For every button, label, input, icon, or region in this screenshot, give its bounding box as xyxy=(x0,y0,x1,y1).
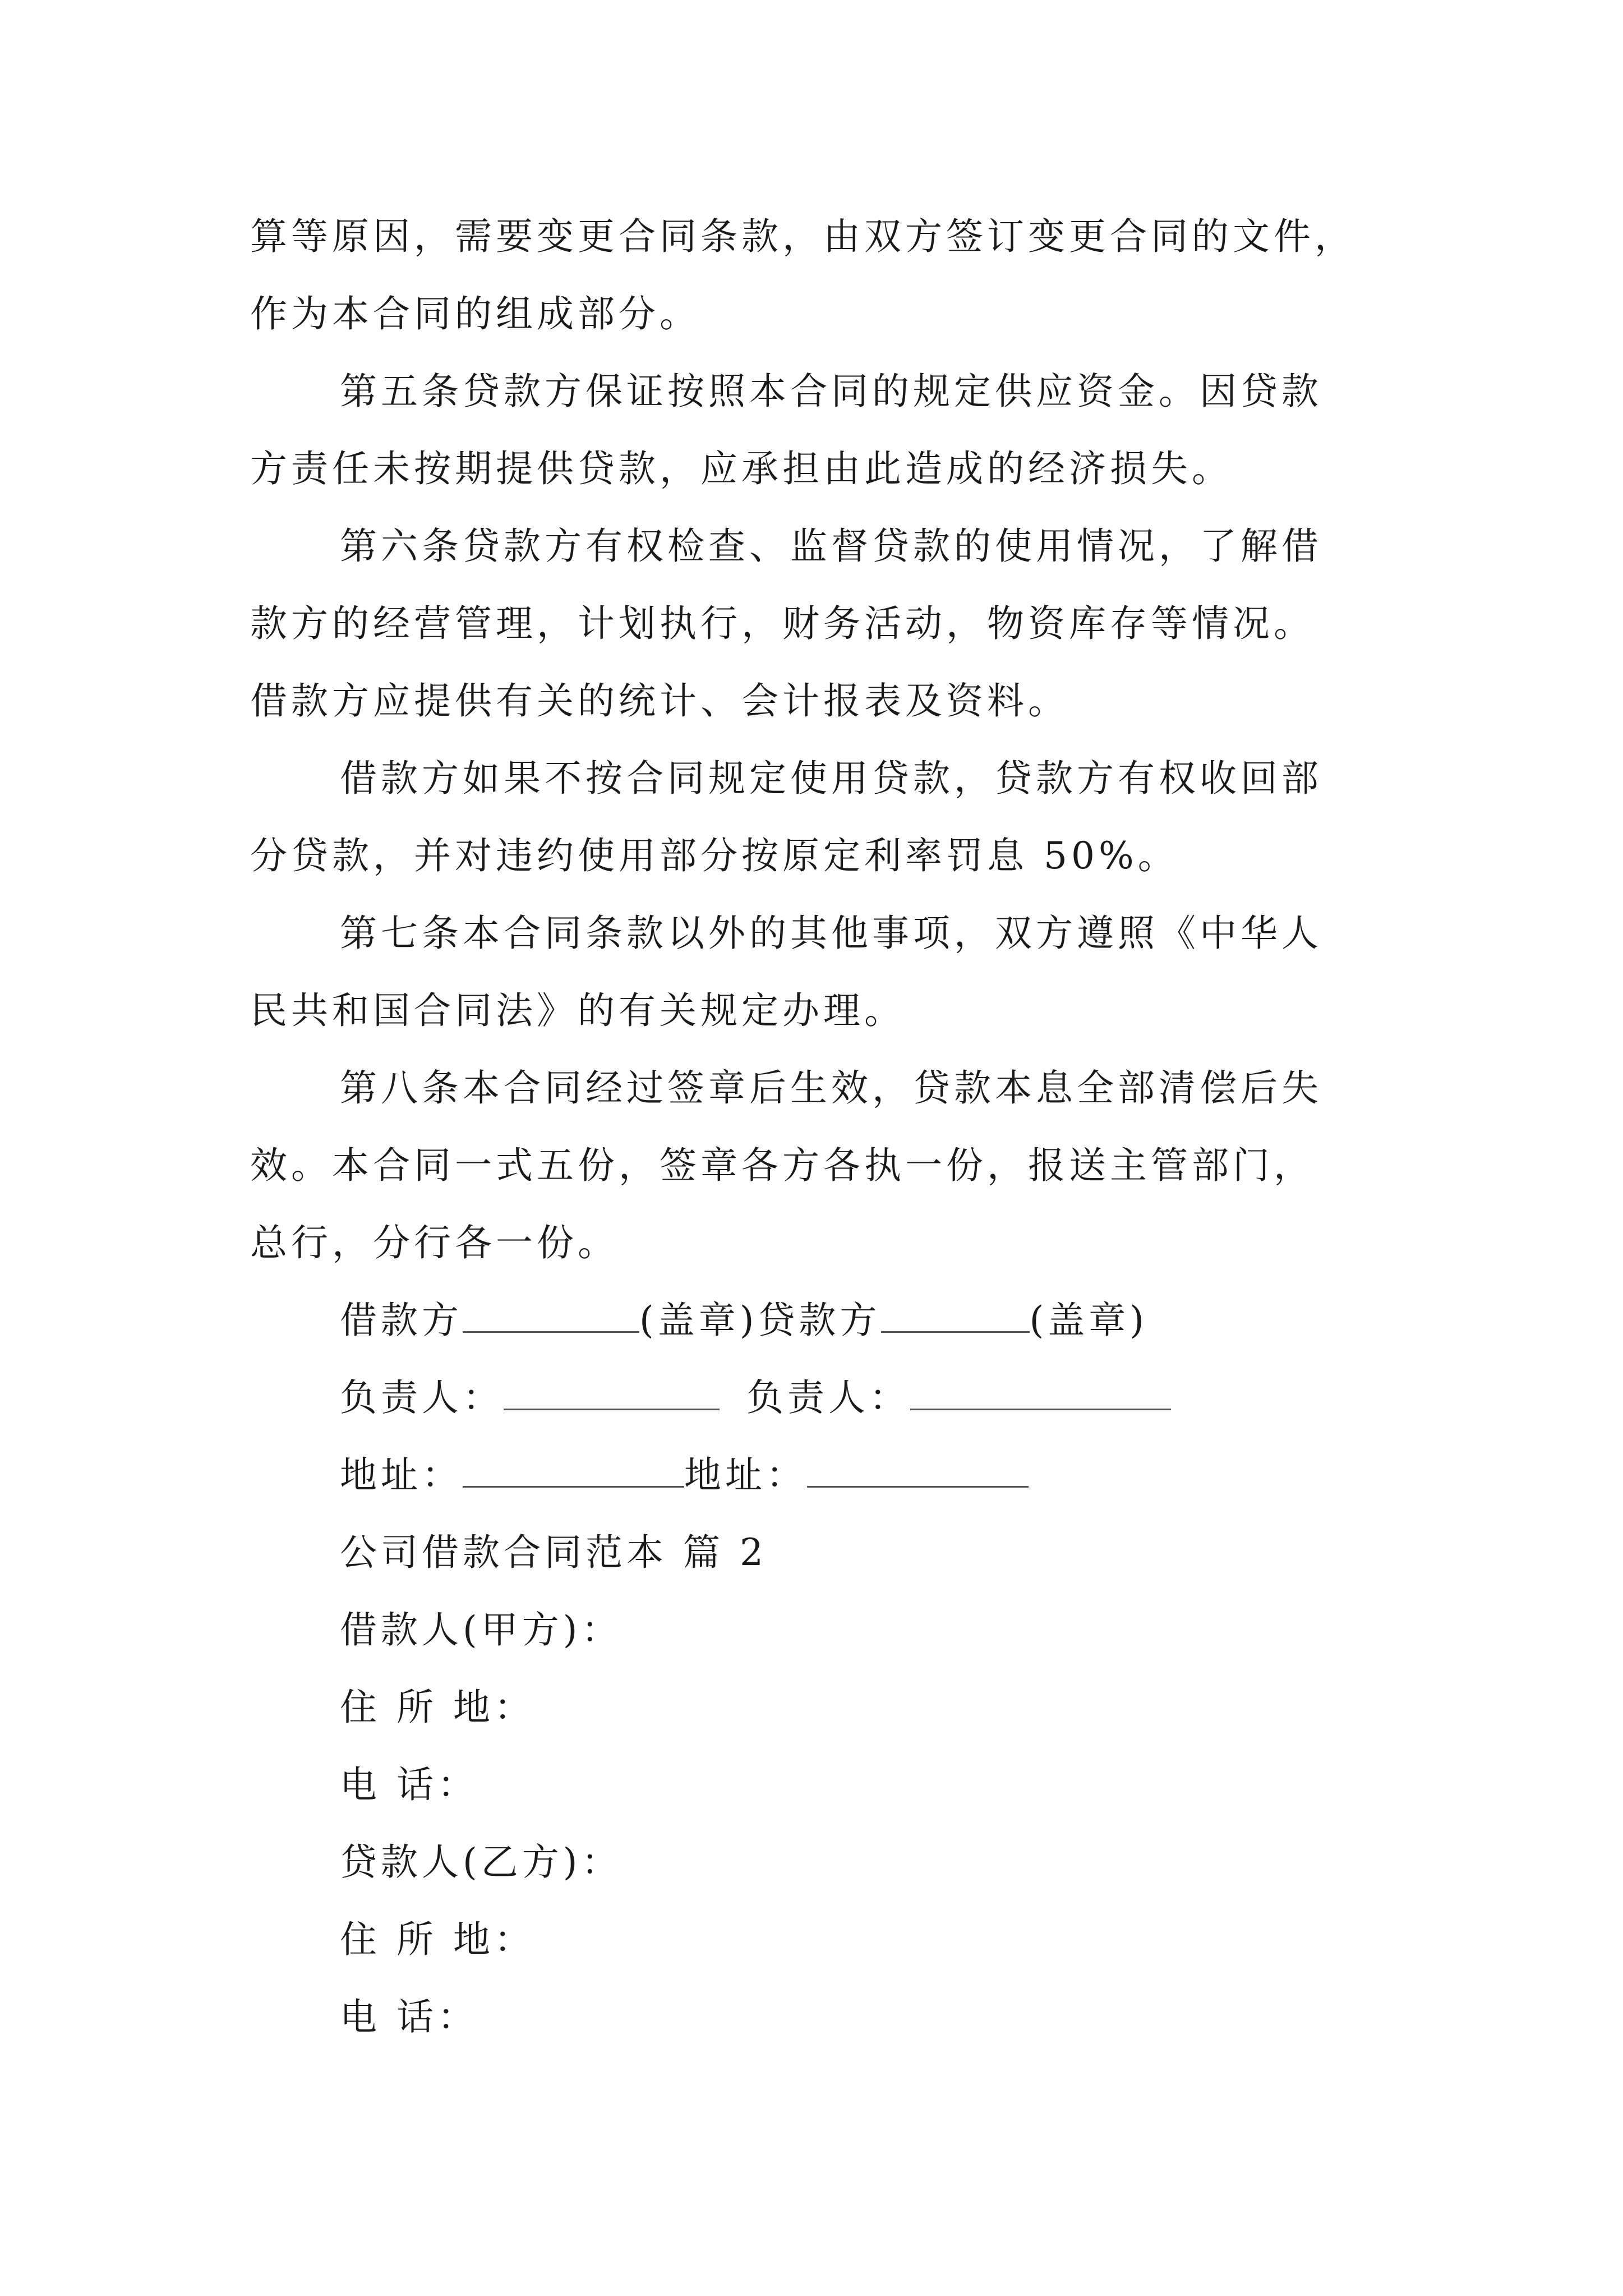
residence-field-label: 住 所 地： xyxy=(340,1686,535,1729)
lender-blank xyxy=(881,1297,1030,1333)
person-blank xyxy=(910,1375,1171,1410)
lender-field-label: 贷款人(乙方)： xyxy=(340,1841,623,1884)
signature-row-address xyxy=(340,1450,1029,1501)
seal-label: (盖章) xyxy=(1029,1299,1148,1342)
paragraph-line: 作为本合同的组成部分。 xyxy=(250,292,700,335)
residence-field-label: 住 所 地： xyxy=(340,1918,535,1961)
signature-row-parties xyxy=(340,1295,1148,1346)
paragraph-line: 效。本合同一式五份，签章各方各执一份，报送主管部门， xyxy=(250,1144,1315,1187)
address-blank xyxy=(463,1452,684,1488)
signature-row-person xyxy=(340,1372,1171,1424)
phone-field-label: 电 话： xyxy=(340,1995,478,2039)
paragraph-line: 分贷款，并对违约使用部分按原定利率罚息 50%。 xyxy=(250,834,1179,877)
phone-field-label: 电 话： xyxy=(340,1763,478,1806)
lender-label: 贷款方 xyxy=(758,1299,881,1342)
paragraph-line: 民共和国合同法》的有关规定办理。 xyxy=(250,989,905,1032)
paragraph-line: 方责任未按期提供贷款，应承担由此造成的经济损失。 xyxy=(250,447,1233,490)
paragraph-line: 第六条贷款方有权检查、监督贷款的使用情况，了解借 xyxy=(340,524,1322,568)
address-blank xyxy=(807,1452,1029,1488)
seal-label: (盖章) xyxy=(639,1299,758,1342)
person-label: 负责人： xyxy=(340,1376,504,1419)
paragraph-line: 借款方如果不按合同规定使用贷款，贷款方有权收回部 xyxy=(340,757,1322,800)
paragraph-line: 第五条贷款方保证按照本合同的规定供应资金。因贷款 xyxy=(340,370,1322,413)
person-blank xyxy=(504,1375,720,1410)
paragraph-line: 总行，分行各一份。 xyxy=(250,1221,619,1264)
paragraph-line: 款方的经营管理，计划执行，财务活动，物资库存等情况。 xyxy=(250,602,1315,645)
paragraph-line: 第八条本合同经过签章后生效，贷款本息全部清偿后失 xyxy=(340,1066,1322,1110)
address-label: 地址： xyxy=(684,1453,807,1497)
paragraph-line: 算等原因，需要变更合同条款，由双方签订变更合同的文件， xyxy=(250,215,1355,258)
paragraph-line: 借款方应提供有关的统计、会计报表及资料。 xyxy=(250,679,1069,723)
address-label: 地址： xyxy=(340,1453,463,1497)
person-label: 负责人： xyxy=(746,1376,910,1419)
borrower-label: 借款方 xyxy=(340,1299,463,1342)
section-title: 公司借款合同范本 篇 2 xyxy=(340,1531,767,1574)
paragraph-line: 第七条本合同条款以外的其他事项，双方遵照《中华人 xyxy=(340,912,1322,955)
borrower-field-label: 借款人(甲方)： xyxy=(340,1608,623,1651)
borrower-blank xyxy=(463,1297,639,1333)
